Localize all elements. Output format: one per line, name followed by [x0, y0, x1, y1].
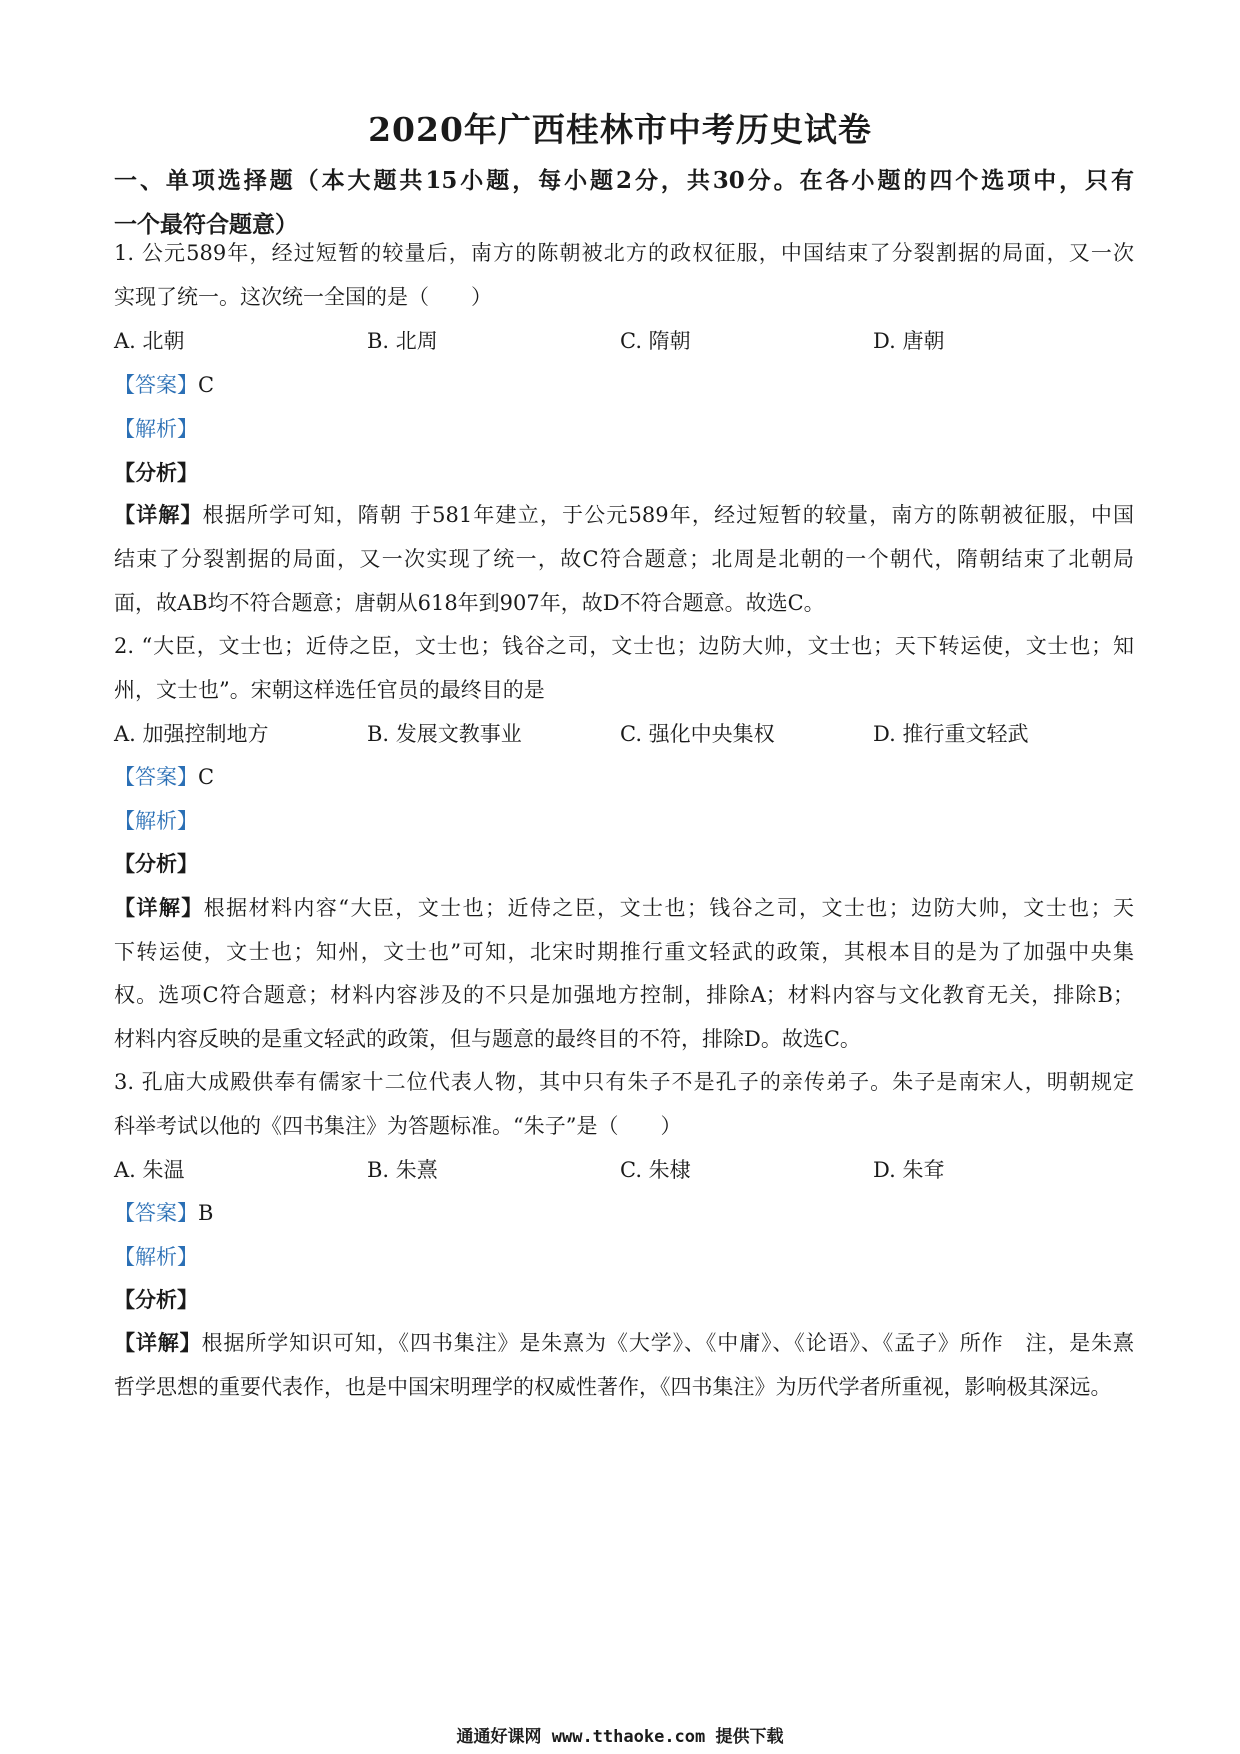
q3-analysis: 【分析】 [114, 1287, 198, 1312]
q2-detail-line1 [114, 893, 1134, 923]
q1-option-d: D. 唐朝 [873, 329, 945, 353]
q2-stem-line1: 2. “大臣，文士也；近侍之臣，文士也；钱谷之司，文士也；边防大帅，文士也；天下转运使，文士也；知 [114, 634, 1134, 658]
q1-option-b: B. 北周 [367, 329, 438, 353]
q3-detail-line1 [114, 1328, 1134, 1358]
q3-answer [114, 1198, 1134, 1228]
q2-answer-value: C [198, 765, 215, 789]
section-heading-line1: 一、单项选择题（本大题共15小题，每小题2分，共30分。在各小题的四个选项中，只有 [114, 167, 1134, 194]
q1-detail-line2: 结束了分裂割据的局面，又一次实现了统一，故C符合题意；北周是北朝的一个朝代，隋朝结束了北朝局 [114, 547, 1134, 571]
q2-option-c: C. 强化中央集权 [620, 722, 775, 746]
section-heading-line2: 一个最符合题意） [114, 211, 298, 238]
q3-answer-value: B [198, 1201, 214, 1225]
q1-detail-line1 [114, 500, 1134, 530]
q1-detail-line3: 面，故AB均不符合题意；唐朝从618年到907年，故D不符合题意。故选C。 [114, 591, 825, 615]
q1-option-a: A. 北朝 [114, 329, 185, 353]
q3-detail-text1: 根据所学知识可知，《四书集注》是朱熹为《大学》、《中庸》、《论语》、《孟子》所作 注，是朱熹 [201, 1331, 1135, 1355]
q3-option-a: A. 朱温 [114, 1158, 185, 1182]
q1-answer [114, 370, 1134, 400]
detail-label: 【详解】 [114, 1330, 202, 1355]
q2-stem-line2: 州，文士也”。宋朝这样选任官员的最终目的是 [114, 678, 545, 702]
q2-option-d: D. 推行重文轻武 [873, 722, 1029, 746]
q1-answer-value: C [198, 373, 215, 397]
q1-stem-line1: 1. 公元589年，经过短暂的较量后，南方的陈朝被北方的政权征服，中国结束了分裂割据的局面，又一次 [114, 241, 1134, 265]
q2-option-a: A. 加强控制地方 [114, 722, 269, 746]
detail-label: 【详解】 [114, 502, 203, 527]
q2-answer [114, 762, 1134, 792]
q2-detail-line4: 材料内容反映的是重文轻武的政策，但与题意的最终目的不符，排除D。故选C。 [114, 1027, 861, 1051]
q1-analysis-blue: 【解析】 [114, 417, 198, 441]
q2-analysis: 【分析】 [114, 851, 198, 876]
q3-option-c: C. 朱棣 [620, 1158, 691, 1182]
q3-option-d: D. 朱耷 [873, 1158, 945, 1182]
answer-label: 【答案】 [114, 765, 198, 789]
q1-stem-line2: 实现了统一。这次统一全国的是（ ） [114, 285, 492, 309]
q1-option-c: C. 隋朝 [620, 329, 691, 353]
q2-option-b: B. 发展文教事业 [367, 722, 522, 746]
q3-stem-line1: 3. 孔庙大成殿供奉有儒家十二位代表人物，其中只有朱子不是孔子的亲传弟子。朱子是南宋人，明朝规定 [114, 1070, 1134, 1094]
q2-detail-line3: 权。选项C符合题意；材料内容涉及的不只是加强地方控制，排除A；材料内容与文化教育无关，排除B； [114, 983, 1134, 1007]
q1-detail-text1: 根据所学可知，隋朝 于581年建立，于公元589年，经过短暂的较量，南方的陈朝被征服，中国 [202, 503, 1134, 527]
answer-label: 【答案】 [114, 1201, 198, 1225]
q2-detail-text1: 根据材料内容“大臣，文士也；近侍之臣，文士也；钱谷之司，文士也；边防大帅，文士也；天 [203, 896, 1135, 920]
q3-analysis-blue: 【解析】 [114, 1245, 198, 1269]
detail-label: 【详解】 [114, 895, 204, 920]
q2-detail-line2: 下转运使，文士也；知州，文士也”可知，北宋时期推行重文轻武的政策，其根本目的是为了加强中央集 [114, 940, 1134, 964]
q3-stem-line2: 科举考试以他的《四书集注》为答题标准。“朱子”是（ ） [114, 1114, 682, 1138]
q1-analysis: 【分析】 [114, 460, 198, 485]
page-footer: 通通好课网 www.tthaoke.com 提供下载 [456, 1727, 784, 1747]
q2-analysis-blue: 【解析】 [114, 809, 198, 833]
q3-detail-line2: 哲学思想的重要代表作，也是中国宋明理学的权威性著作，《四书集注》为历代学者所重视，影响极其深远。 [114, 1375, 1112, 1399]
answer-label: 【答案】 [114, 373, 198, 397]
q3-option-b: B. 朱熹 [367, 1158, 438, 1182]
page-title: 2020年广西桂林市中考历史试卷 [368, 110, 872, 149]
